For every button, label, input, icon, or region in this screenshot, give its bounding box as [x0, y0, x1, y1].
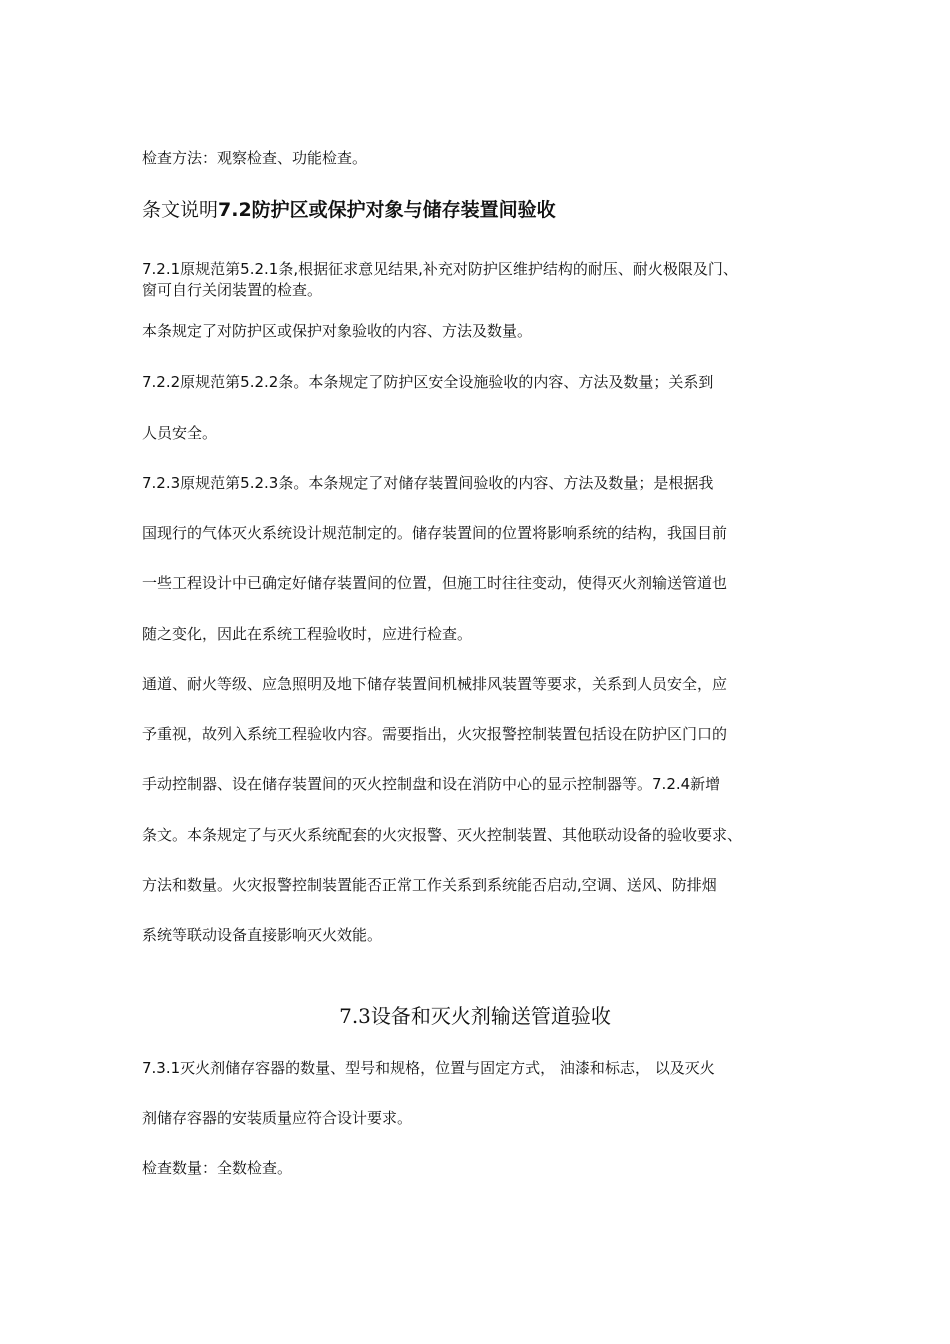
- paragraph-7-2-1-line-1: 7.2.1原规范第5.2.1条,根据征求意见结果,补充对防护区维护结构的耐压、耐火极限及门、: [142, 260, 738, 278]
- paragraph-continued-line-4: 条文。本条规定了与灭火系统配套的火灾报警、灭火控制装置、其他联动设备的验收要求、: [142, 826, 743, 844]
- paragraph-continued-line-5: 方法和数量。火灾报警控制装置能否正常工作关系到系统能否启动,空调、送风、防排烟: [142, 876, 717, 894]
- paragraph-7-2-2-line-2: 人员安全。: [142, 424, 218, 442]
- section-7-3-heading: 7.3设备和灭火剂输送管道验收: [339, 1004, 611, 1028]
- paragraph-7-2-3-line-4: 随之变化，因此在系统工程验收时，应进行检查。: [142, 625, 473, 643]
- paragraph-continued-line-1: 通道、耐火等级、应急照明及地下储存装置间机械排风装置等要求，关系到人员安全，应: [142, 675, 728, 693]
- paragraph-7-2-1-scope: 本条规定了对防护区或保护对象验收的内容、方法及数量。: [142, 322, 533, 340]
- paragraph-7-2-1-line-2: 窗可自行关闭装置的检查。: [142, 281, 323, 299]
- paragraph-continued-line-3: 手动控制器、设在储存装置间的灭火控制盘和设在消防中心的显示控制器等。7.2.4新增: [142, 775, 721, 793]
- paragraph-7-3-1-line-1: 7.3.1灭火剂储存容器的数量、型号和规格，位置与固定方式， 油漆和标志， 以及灭火: [142, 1059, 715, 1077]
- paragraph-continued-line-2: 予重视，故列入系统工程验收内容。需要指出，火灾报警控制装置包括设在防护区门口的: [142, 725, 728, 743]
- paragraph-7-3-1-line-2: 剂储存容器的安装质量应符合设计要求。: [142, 1109, 413, 1127]
- check-quantity-text: 检查数量：全数检查。: [142, 1159, 293, 1177]
- check-method-text: 检查方法：观察检查、功能检查。: [142, 149, 368, 167]
- paragraph-7-2-2-line-1: 7.2.2原规范第5.2.2条。本条规定了防护区安全设施验收的内容、方法及数量；关系到: [142, 373, 714, 391]
- section-heading-prefix: 条文说明: [142, 199, 219, 221]
- section-heading-title: 7.2防护区或保护对象与储存装置间验收: [218, 199, 556, 221]
- paragraph-7-2-3-line-1: 7.2.3原规范第5.2.3条。本条规定了对储存装置间验收的内容、方法及数量；是根据我: [142, 474, 714, 492]
- paragraph-7-2-3-line-2: 国现行的气体灭火系统设计规范制定的。储存装置间的位置将影响系统的结构，我国目前: [142, 524, 728, 542]
- paragraph-7-2-3-line-3: 一些工程设计中已确定好储存装置间的位置，但施工时往往变动，使得灭火剂输送管道也: [142, 574, 728, 592]
- paragraph-continued-line-6: 系统等联动设备直接影响灭火效能。: [142, 926, 383, 944]
- section-7-2-heading: [142, 197, 556, 223]
